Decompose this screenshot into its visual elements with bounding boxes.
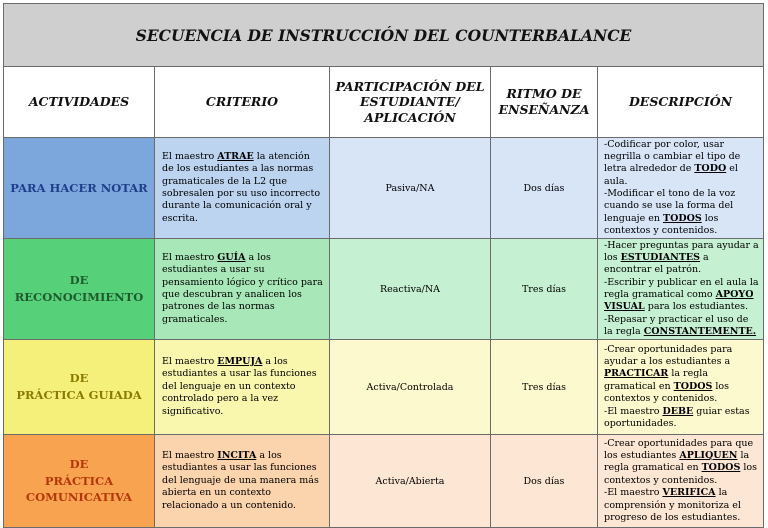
- header-participacion-line2: ESTUDIANTE/: [360, 94, 460, 110]
- descripcion-keyword: APLIQUEN: [679, 450, 738, 462]
- criterio-cell: [155, 239, 330, 340]
- criterio-cell: [155, 340, 330, 435]
- header-participacion-line1: PARTICIPACIÓN DEL: [335, 78, 485, 94]
- participacion-cell: Activa/Abierta: [330, 435, 491, 528]
- criterio-keyword: ATRAE: [217, 150, 254, 162]
- table-row: [4, 138, 764, 239]
- activity-label: PARA HACER NOTAR: [10, 180, 148, 195]
- participacion-cell: Activa/Controlada: [330, 340, 491, 435]
- descripcion-keyword: TODOS: [673, 380, 713, 392]
- descripcion-item: [604, 139, 759, 188]
- descripcion-item: [604, 240, 759, 277]
- criterio-text: El maestro: [162, 150, 218, 162]
- header-descripcion: DESCRIPCIÓN: [598, 67, 764, 138]
- table-title: SECUENCIA DE INSTRUCCIÓN DEL COUNTERBALANCE: [4, 4, 764, 67]
- criterio-keyword: EMPUJA: [217, 356, 263, 368]
- descripcion-item: [604, 406, 759, 431]
- criterio-text: la atención de los estudiantes a las normas gramaticales de la L2 que sobresalen por su uso incorrecto durante la comunicación oral y escrita.: [162, 150, 321, 224]
- activity-label: DE: [69, 371, 89, 386]
- descripcion-text: -Crear oportunidades para que los estudiantes: [604, 437, 754, 462]
- descripcion-keyword: TODO: [694, 163, 727, 175]
- criterio-text: a los estudiantes a usar su pensamiento lógico y crítico para que descubran y analicen los patrones de las normas gramaticales.: [162, 251, 323, 325]
- criterio-keyword: GUÍA: [217, 251, 246, 263]
- descripcion-text: para los estudiantes.: [644, 301, 749, 313]
- criterio-keyword: INCITA: [217, 450, 257, 462]
- descripcion-item: [604, 438, 759, 487]
- activity-label: DE: [69, 273, 89, 288]
- header-ritmo-line1: RITMO DE: [506, 86, 582, 102]
- ritmo-cell: Tres días: [491, 239, 598, 340]
- descripcion-text: -El maestro: [604, 487, 663, 499]
- descripcion-keyword: DEBE: [662, 405, 694, 417]
- activity-cell: [4, 138, 155, 239]
- descripcion-text: los contextos y contenidos.: [604, 462, 757, 486]
- criterio-cell: [155, 435, 330, 528]
- descripcion-text: -El maestro: [604, 405, 663, 417]
- descripcion-keyword: APOYO VISUAL: [604, 289, 754, 313]
- descripcion-item: [604, 314, 759, 339]
- ritmo-cell: Dos días: [491, 138, 598, 239]
- header-ritmo: [491, 67, 598, 138]
- descripcion-text: -Repasar y practicar el uso de la regla: [604, 313, 749, 338]
- activity-label: RECONOCIMIENTO: [14, 290, 144, 304]
- criterio-text: El maestro: [162, 450, 218, 462]
- descripcion-text: los contextos y contenidos.: [604, 212, 719, 237]
- descripcion-item: [604, 344, 759, 406]
- instruction-sequence-table: [3, 3, 764, 528]
- descripcion-text: -Hacer preguntas para ayudar a los: [604, 239, 759, 263]
- criterio-text: a los estudiantes a usar las funciones del lenguaje de una manera más abierta en un contexto relacionado a un contenido.: [162, 450, 319, 511]
- activity-cell: [4, 239, 155, 340]
- descripcion-cell: [598, 138, 764, 239]
- criterio-text: El maestro: [162, 356, 218, 368]
- table-row: [4, 239, 764, 340]
- header-ritmo-line2: ENSEÑANZA: [498, 102, 590, 117]
- descripcion-text: los contextos y contenidos.: [604, 380, 730, 405]
- descripcion-keyword: TODOS: [701, 462, 741, 474]
- descripcion-cell: [598, 435, 764, 528]
- ritmo-cell: Tres días: [491, 340, 598, 435]
- descripcion-text: la comprensión y monitoriza el progreso de los estudiantes.: [604, 487, 741, 523]
- descripcion-text: la regla gramatical en: [604, 450, 750, 474]
- header-participacion-line3: APLICACIÓN: [364, 109, 456, 125]
- criterio-text: a los estudiantes a usar las funciones del lenguaje en un contexto controlado pero a la vez significativo.: [162, 356, 317, 417]
- criterio-text: El maestro: [162, 251, 218, 263]
- descripcion-text: -Crear oportunidades para ayudar a los estudiantes a: [604, 343, 733, 368]
- criterio-cell: [155, 138, 330, 239]
- activity-label: COMUNICATIVA: [25, 490, 133, 505]
- participacion-cell: Pasiva/NA: [330, 138, 491, 239]
- ritmo-cell: Dos días: [491, 435, 598, 528]
- descripcion-item: [604, 487, 759, 524]
- descripcion-keyword: ESTUDIANTES: [620, 251, 701, 263]
- table-row: [4, 340, 764, 435]
- descripcion-keyword: TODOS: [663, 212, 702, 224]
- activity-cell: [4, 435, 155, 528]
- descripcion-text: -Modificar el tono de la voz cuando se use la forma del lenguaje en: [604, 188, 736, 224]
- descripcion-item: [604, 277, 759, 314]
- descripcion-text: guiar estas oportunidades.: [604, 405, 750, 429]
- activity-label: PRÁCTICA GUIADA: [16, 388, 142, 402]
- header-actividades: ACTIVIDADES: [4, 67, 155, 138]
- descripcion-keyword: PRACTICAR: [604, 368, 669, 380]
- activity-label: DE: [69, 456, 89, 471]
- descripcion-cell: [598, 340, 764, 435]
- descripcion-cell: [598, 239, 764, 340]
- activity-cell: [4, 340, 155, 435]
- participacion-cell: Reactiva/NA: [330, 239, 491, 340]
- descripcion-text: -Escribir y publicar en el aula la regla gramatical como: [604, 276, 759, 300]
- table-row: [4, 435, 764, 528]
- counterbalance-document: [3, 3, 763, 523]
- descripcion-text: la regla gramatical en: [604, 368, 709, 392]
- descripcion-text: el aula.: [604, 163, 738, 187]
- descripcion-item: [604, 188, 759, 237]
- header-participacion: [330, 67, 491, 138]
- descripcion-keyword: CONSTANTEMENTE.: [643, 326, 757, 338]
- descripcion-text: -Codificar por color, usar negrilla o cambiar el tipo de letra alrededor de: [604, 138, 741, 175]
- header-criterio: CRITERIO: [155, 67, 330, 138]
- descripcion-keyword: VERIFICA: [662, 487, 716, 499]
- descripcion-text: a encontrar el patrón.: [604, 251, 709, 276]
- activity-label: PRÁCTICA: [44, 473, 114, 488]
- header-row: [4, 67, 764, 138]
